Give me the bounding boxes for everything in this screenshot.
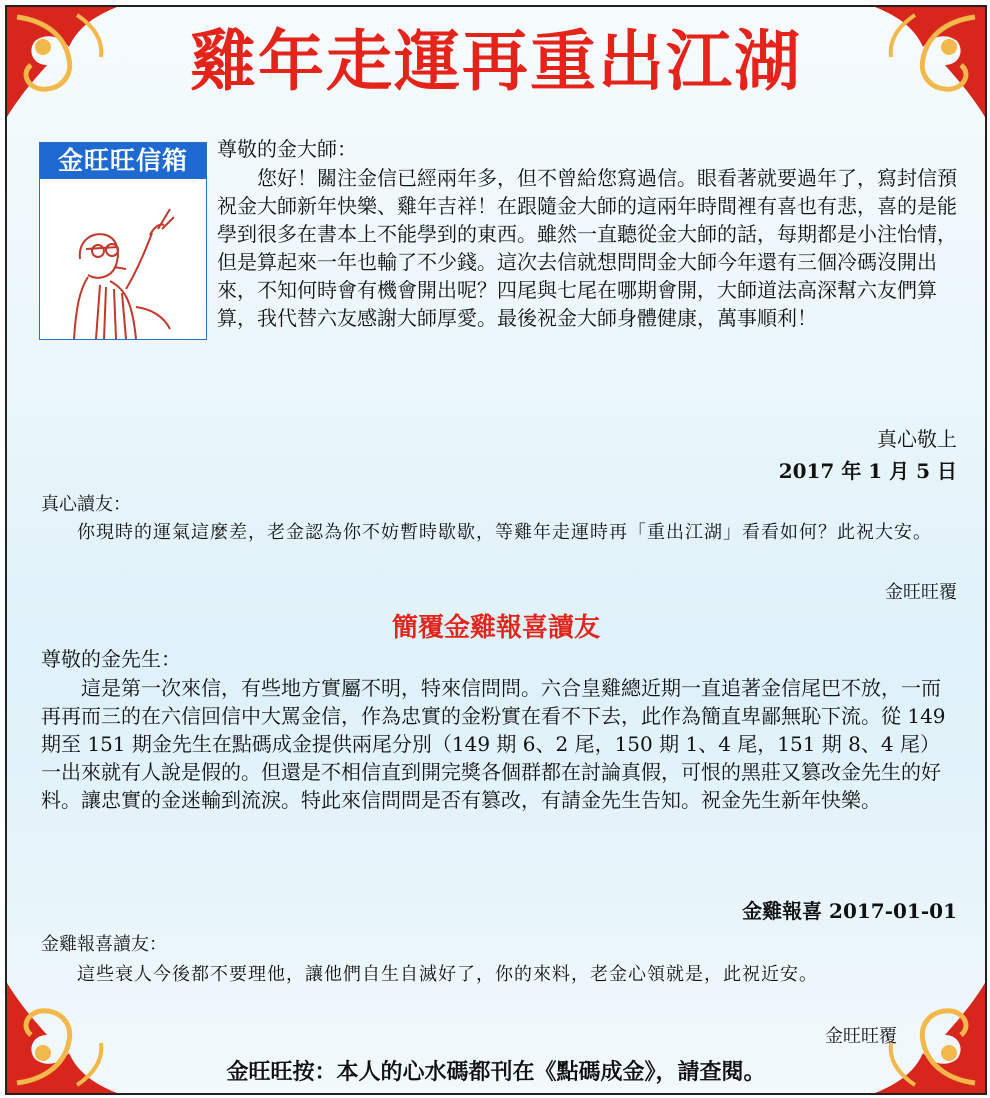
reply2-signoff: 金旺旺覆 <box>825 1026 897 1047</box>
letter1-signoff: 真心敬上 <box>877 427 957 451</box>
letter2-signoff: 金雞報喜 2017-01-01 <box>742 899 957 923</box>
column-logo-title: 金旺旺信箱 <box>40 143 206 179</box>
reply1-signoff: 金旺旺覆 <box>885 582 957 603</box>
letter1-date: 2017 年 1 月 5 日 <box>778 459 957 483</box>
letter1-salutation: 尊敬的金大師： <box>217 137 357 161</box>
letter1-body: 您好！關注金信已經兩年多，但不曾給您寫過信。眼看著就要過年了，寫封信預祝金大師新年快樂、雞年吉祥！在跟隨金大師的這兩年時間裡有喜也有悲，喜的是能學到很多在書本上不能學到的東西。雖然一直聽從金大師的話，每期都是小注怡情，但是算起來一年也輸了不少錢。這次去信就想問問金大師今年還有三個冷碼沒開出來，不知何時會有機會開出呢？四尾與七尾在哪期會開，大師道法高深幫六友們算算，我代替六友感謝大師厚愛。最後祝金大師身體健康，萬事順利！ <box>217 166 957 330</box>
columnist-caricature-icon <box>40 189 206 339</box>
letter2-body: 這是第一次來信，有些地方實屬不明，特來信問問。六合皇雞總近期一直追著金信尾巴不放，一而再再而三的在六信回信中大罵金信，作為忠實的金粉實在看不下去，此作為簡直卑鄙無恥下流。從 149 期至 151 期金先生在點碼成金提供兩尾分別（149 期 6、2 尾，150 期 1、4 尾，151 期 8、4 尾）一出來就有人說是假的。但還是不相信直到開完獎各個群都在討論真假，可恨的黑莊又篡改金先生的好料。讓忠實的金迷輸到流淚。特此來信問問是否有篡改，有請金先生告知。祝金先生新年快樂。 <box>41 676 946 812</box>
footer-note: 金旺旺按：本人的心水碼都刊在《點碼成金》，請查閱。 <box>226 1060 766 1085</box>
reply1-salutation: 真心讀友： <box>41 494 131 515</box>
reply2-salutation: 金雞報喜讀友： <box>41 934 167 955</box>
headline: 雞年走運再重出江湖 <box>190 23 802 100</box>
reply2-body: 這些衰人今後都不要理他，讓他們自生自滅好了，你的來料，老金心領就是，此祝近安。 <box>77 964 818 985</box>
article-page <box>5 5 987 1095</box>
letter2-salutation: 尊敬的金先生： <box>41 647 181 671</box>
section-subheading: 簡覆金雞報喜讀友 <box>391 613 600 643</box>
reply1-body: 你現時的運氣這麼差，老金認為你不妨暫時歇歇，等雞年走運時再「重出江湖」看看如何？此祝大安。 <box>77 522 932 543</box>
column-logo <box>39 142 207 340</box>
